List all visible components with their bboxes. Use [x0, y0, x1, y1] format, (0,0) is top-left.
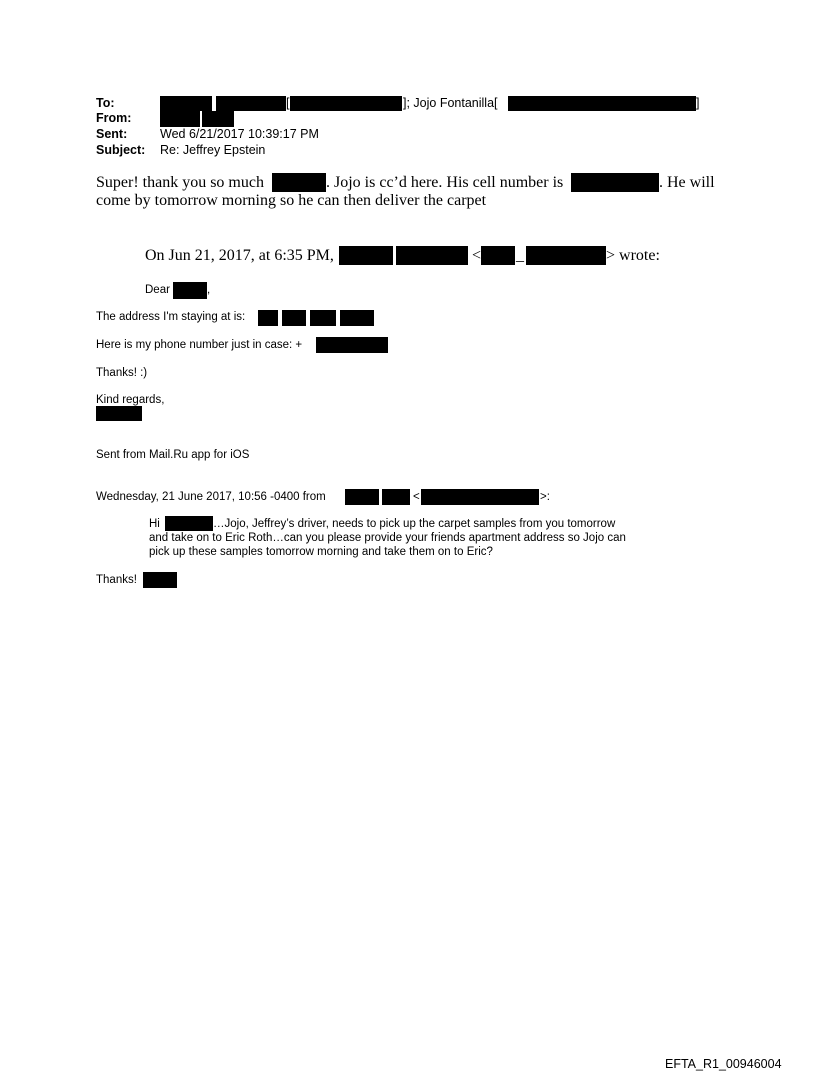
- redaction-box: [165, 516, 213, 531]
- redaction-box: [96, 406, 142, 421]
- redaction-box: [396, 246, 468, 265]
- quote-intro-underscore: _: [516, 247, 524, 264]
- reply-text-3: . He will: [659, 174, 715, 191]
- quote-intro-wrote: > wrote:: [606, 247, 660, 264]
- quote2-intro-lt: <: [413, 491, 420, 503]
- redaction-box: [310, 310, 336, 326]
- redaction-box: [160, 96, 212, 111]
- from-label: From:: [96, 111, 132, 125]
- phone-text: Here is my phone number just in case: +: [96, 339, 303, 351]
- redaction-box: [508, 96, 696, 111]
- redaction-box: [216, 96, 286, 111]
- redaction-box: [282, 310, 306, 326]
- redaction-box: [258, 310, 278, 326]
- sent-value: Wed 6/21/2017 10:39:17 PM: [160, 127, 319, 141]
- redaction-box: [316, 337, 388, 353]
- redaction-box: [143, 572, 177, 588]
- sent-label: Sent:: [96, 127, 128, 141]
- redaction-box: [571, 173, 659, 192]
- redaction-box: [173, 282, 207, 299]
- dear-text: Dear: [145, 284, 170, 296]
- thanks2-text: Thanks!: [96, 574, 137, 586]
- sent-from-text: Sent from Mail.Ru app for iOS: [96, 449, 250, 461]
- document-id: EFTA_R1_00946004: [665, 1057, 782, 1071]
- regards-text: Kind regards,: [96, 394, 165, 406]
- redaction-box: [160, 111, 200, 127]
- reply-text-line2: come by tomorrow morning so he can then deliver the carpet: [96, 192, 487, 209]
- subject-value: Re: Jeffrey Epstein: [160, 143, 266, 157]
- quote2-intro-gt: >:: [540, 491, 550, 503]
- to-bracket-close: ]: [696, 96, 700, 110]
- quote2-line3: pick up these samples tomorrow morning and take them on to Eric?: [149, 546, 493, 558]
- redaction-box: [421, 489, 539, 505]
- dear-comma: ,: [207, 284, 211, 296]
- redaction-box: [290, 96, 402, 111]
- quote2-line2: and take on to Eric Roth…can you please provide your friends apartment address so Jojo can: [149, 532, 626, 544]
- subject-label: Subject:: [96, 143, 146, 157]
- redaction-box: [339, 246, 393, 265]
- quote-intro-lt: <: [472, 247, 482, 264]
- redaction-box: [202, 111, 234, 127]
- thanks-text: Thanks! :): [96, 367, 148, 379]
- reply-text-2: . Jojo is cc’d here. His cell number is: [326, 174, 564, 191]
- quote2-line1: …Jojo, Jeffrey’s driver, needs to pick up the carpet samples from you tomorrow: [213, 518, 616, 530]
- redaction-box: [481, 246, 515, 265]
- redaction-box: [382, 489, 410, 505]
- redaction-box: [340, 310, 374, 326]
- quote-intro-text: On Jun 21, 2017, at 6:35 PM,: [145, 247, 334, 264]
- to-bracket-open: [: [286, 96, 290, 110]
- redaction-box: [272, 173, 326, 192]
- redaction-box: [345, 489, 379, 505]
- hi-text: Hi: [149, 518, 160, 530]
- to-label: To:: [96, 96, 115, 110]
- to-recipient-jojo: ]; Jojo Fontanilla[: [403, 96, 498, 110]
- reply-text-1: Super! thank you so much: [96, 174, 264, 191]
- address-text: The address I'm staying at is:: [96, 311, 246, 323]
- redaction-box: [526, 246, 606, 265]
- quote2-intro-text: Wednesday, 21 June 2017, 10:56 -0400 from: [96, 491, 326, 503]
